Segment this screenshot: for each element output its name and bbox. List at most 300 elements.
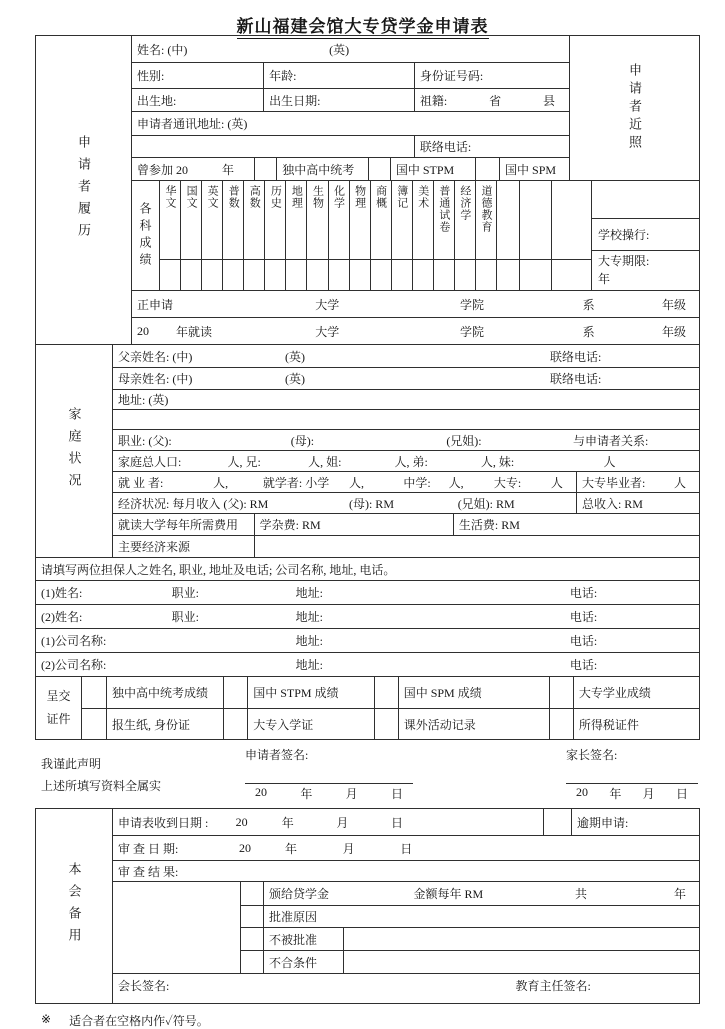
not-qualified-label: 不合条件: [269, 955, 318, 970]
company2-row: [36, 652, 699, 676]
guarantor1-phone-label: 电话:: [569, 586, 598, 600]
guarantor1-occupation-label: 职业:: [171, 586, 199, 600]
school-conduct-label: 学校操行:: [598, 227, 650, 242]
overdue-field[interactable]: [571, 809, 699, 835]
subject-header: [392, 181, 412, 260]
college-result-cell: [573, 677, 699, 708]
subject-header: [244, 181, 264, 260]
applicant-signature-date: [245, 784, 413, 802]
documents-label-text: 呈交证件: [46, 689, 71, 726]
not-qualified-cell: [263, 951, 343, 973]
county-label: 县: [542, 93, 555, 108]
company2-phone-label: 电话:: [569, 658, 598, 672]
subject-score-cell[interactable]: [265, 260, 285, 290]
footnote-marker: ※: [41, 1012, 52, 1026]
review-date-row: [113, 835, 699, 860]
subject-score-cell[interactable]: [552, 260, 591, 290]
subject-header: [371, 181, 391, 260]
date-year-unit: 年: [609, 787, 622, 801]
birth-cert-cell: [106, 709, 223, 739]
conduct-empty-cell[interactable]: [592, 181, 699, 218]
tax-doc-label: 所得税证件: [578, 717, 639, 732]
officials-signature-row: [113, 973, 699, 1003]
studying-row: [132, 317, 699, 344]
company2-address-label: 地址:: [295, 658, 323, 672]
declaration-line2: 上述所填写资料全属实: [41, 778, 162, 793]
mailing-address-field[interactable]: [132, 112, 569, 135]
overdue-checkbox-cell[interactable]: [543, 809, 571, 835]
college-duration-unit: 年: [598, 271, 611, 286]
father-row: [113, 345, 699, 367]
college-result-checkbox-cell[interactable]: [549, 677, 573, 708]
tuition-fee-field[interactable]: [254, 514, 453, 535]
occupation-row: [113, 429, 699, 450]
application-form: [35, 35, 700, 1004]
ic-number-label: 身份证号码:: [419, 69, 484, 83]
fees-title-cell: [113, 514, 254, 535]
family-address-continuation-row: [113, 409, 699, 429]
subject-col-general-paper: [433, 181, 454, 290]
guarantor1-name-label: (1)姓名:: [41, 586, 83, 600]
subject-col-chinese: [159, 181, 180, 290]
graduate-label: 大专毕业者:: [581, 475, 646, 490]
studying-label: 年就读: [175, 324, 212, 339]
received-date-row: [113, 809, 699, 835]
applying-grade-label: 年级: [661, 297, 686, 312]
studying-college-label: 学院: [460, 324, 485, 339]
gender-label: 性别:: [137, 69, 165, 83]
grant-label: 颁给贷学金: [269, 886, 330, 901]
footnote: [41, 1012, 725, 1029]
guarantor2-phone-label: 电话:: [569, 610, 598, 624]
mother-phone-label: 联络电话:: [549, 372, 602, 386]
graduate-field[interactable]: [576, 472, 699, 492]
income-source-row: [113, 535, 699, 557]
mailing-address-row: [132, 111, 569, 135]
subject-header: [286, 181, 306, 260]
subject-col-bookkeeping: [391, 181, 412, 290]
spm-result-cell: [398, 677, 549, 708]
subject-label: 历史: [269, 185, 282, 209]
household-brother-label: 人, 兄:: [227, 454, 261, 469]
company1-address-label: 地址:: [295, 634, 323, 648]
parent-signature-date: [566, 784, 698, 802]
form-title: 新山福建会馆大专贷学金申请表: [237, 12, 489, 39]
tax-doc-checkbox-cell[interactable]: [549, 709, 573, 739]
applicant-signature-label: 申请者签名:: [245, 748, 309, 762]
exam-uec-label: 独中高中统考: [282, 162, 355, 177]
exam-row: [132, 157, 569, 180]
subject-label: 生物: [311, 185, 324, 209]
not-approved-checkbox-cell[interactable]: [241, 928, 263, 950]
subject-label: 商概: [374, 185, 387, 209]
footnote-text: 适合者在空格内作✓符号。: [69, 1014, 209, 1028]
subject-label: 化学: [332, 185, 345, 209]
subject-score-cell[interactable]: [392, 260, 412, 290]
college-duration-label: 大专期限:: [598, 254, 650, 269]
subject-score-cell[interactable]: [413, 260, 433, 290]
company1-field[interactable]: [36, 629, 699, 652]
spm-result-checkbox-cell[interactable]: [374, 677, 398, 708]
subject-score-cell[interactable]: [476, 260, 496, 290]
exam-spm-cell: [499, 158, 569, 180]
studying-year: 20: [137, 323, 149, 338]
subject-score-cell[interactable]: [434, 260, 454, 290]
school-conduct-field[interactable]: [592, 218, 699, 251]
employment-row: [113, 471, 699, 492]
father-phone-label: 联络电话:: [549, 349, 602, 364]
total-income-field[interactable]: [576, 493, 699, 513]
not-qualified-checkbox-cell[interactable]: [241, 951, 263, 973]
date-day-unit: 日: [675, 787, 688, 801]
grant-row: [241, 882, 699, 905]
approve-reason-field[interactable]: [263, 906, 699, 928]
grant-checkbox-cell[interactable]: [241, 882, 263, 905]
occupation-father-label: 职业: (父):: [118, 433, 172, 448]
guarantor2-address-label: 地址:: [295, 610, 323, 624]
contact-phone-field[interactable]: [414, 136, 569, 157]
subject-label: 普通试卷: [437, 185, 450, 233]
company1-name-label: (1)公司名称:: [41, 634, 107, 648]
guarantor1-address-label: 地址:: [295, 586, 323, 600]
received-year-unit: 年: [281, 815, 294, 830]
subject-col-math: [222, 181, 243, 290]
subject-label: 地理: [290, 185, 303, 209]
date-month-unit: 月: [642, 787, 655, 801]
family-address-row: [113, 389, 699, 409]
income-source-label: 主要经济来源: [118, 540, 191, 554]
subject-header: [350, 181, 370, 260]
subject-header: [202, 181, 222, 260]
subject-header: [329, 181, 349, 260]
secondary-label: 中学:: [403, 475, 431, 490]
not-qualified-detail-field[interactable]: [343, 951, 699, 973]
subject-col-commerce: [370, 181, 391, 290]
received-month-unit: 月: [336, 815, 349, 830]
gender-age-ic-row: [132, 62, 569, 88]
subject-col-english: [201, 181, 222, 290]
family-address-field[interactable]: [113, 390, 699, 409]
subject-col-extra: [519, 181, 551, 290]
subject-header: [160, 181, 180, 260]
subject-header: [455, 181, 475, 260]
stpm-checkbox-cell[interactable]: [368, 158, 390, 180]
applying-department-label: 系: [582, 297, 595, 312]
birthdate-label: 出生日期:: [269, 93, 321, 108]
subject-label: 簿记: [395, 185, 408, 209]
mother-name-field[interactable]: [113, 368, 699, 389]
activity-record-cell: [398, 709, 549, 739]
subject-score-cell[interactable]: [455, 260, 475, 290]
applying-college-label: 学院: [460, 297, 485, 312]
ancestry-label: 祖籍:: [419, 93, 448, 108]
received-day-unit: 日: [390, 815, 403, 830]
birth-cert-checkbox-cell[interactable]: [82, 709, 106, 739]
activity-record-label: 课外活动记录: [403, 717, 476, 732]
income-source-title-cell: [113, 536, 254, 557]
subject-header: [181, 181, 201, 260]
age-label: 年龄:: [269, 69, 297, 83]
spm-checkbox-cell[interactable]: [475, 158, 499, 180]
section-family: [35, 344, 700, 558]
tax-doc-cell: [573, 709, 699, 739]
approve-reason-checkbox-cell[interactable]: [241, 906, 263, 928]
occupation-sibling-label: (兄姐):: [446, 433, 482, 448]
tuition-fee-label: 学杂费: RM: [259, 518, 321, 532]
subject-label: 普数: [227, 185, 240, 209]
not-approved-cell: [263, 928, 343, 950]
subject-score-cell[interactable]: [307, 260, 327, 290]
uec-result-checkbox-cell[interactable]: [82, 677, 106, 708]
admission-label: 大专入学证: [253, 717, 314, 732]
review-result-row: [113, 860, 699, 881]
subject-header-blank[interactable]: [520, 181, 551, 260]
fees-title-label: 就读大学每年所需费用: [118, 518, 239, 532]
subject-header: [434, 181, 454, 260]
guarantor1-field[interactable]: [36, 581, 699, 604]
mother-row: [113, 367, 699, 389]
applicant-signature-block[interactable]: [245, 746, 413, 802]
date-year-unit: 年: [300, 787, 313, 801]
guarantor-note-row: [36, 558, 699, 580]
subject-label: 英文: [206, 185, 219, 209]
applying-field[interactable]: [132, 291, 699, 317]
household-total-label: 家庭总人口:: [118, 454, 182, 469]
subjects-grid: [132, 180, 699, 290]
subject-score-cell[interactable]: [286, 260, 306, 290]
subject-header: [223, 181, 243, 260]
applying-row: [132, 290, 699, 317]
father-en-label: (英): [285, 349, 306, 364]
applicant-profile-label-text: 申请者履历: [76, 135, 91, 245]
relationship-label: 与申请者关系:: [573, 433, 649, 448]
name-field[interactable]: [132, 36, 569, 62]
grant-field[interactable]: [263, 882, 699, 905]
decision-empty-cell[interactable]: [113, 882, 241, 973]
photo-box: [569, 36, 699, 180]
college-count-unit: 人: [550, 475, 563, 490]
contact-phone-label: 联络电话:: [419, 140, 472, 154]
subject-col-physics: [349, 181, 370, 290]
guarantor2-occupation-label: 职业:: [171, 610, 199, 624]
family-label-text: 家庭状况: [66, 407, 82, 495]
subject-col-biology: [306, 181, 327, 290]
exam-year-field[interactable]: [132, 158, 254, 180]
guarantor-note-cell: [36, 558, 699, 580]
family-side-label: [36, 345, 113, 557]
subject-label: 高数: [248, 185, 261, 209]
section-office-use: [35, 808, 700, 1004]
subject-col-geography: [285, 181, 306, 290]
mother-cn-label: 母亲姓名: (中): [118, 372, 193, 386]
graduate-count-unit: 人: [673, 475, 686, 490]
uec-result-cell: [106, 677, 223, 708]
occupation-field[interactable]: [113, 430, 699, 450]
guarantor2-name-label: (2)姓名:: [41, 610, 83, 624]
spm-result-label: 国中 SPM 成绩: [403, 686, 482, 700]
subject-col-extra: [496, 181, 519, 290]
household-person-unit: 人: [603, 454, 616, 469]
subject-col-chemistry: [328, 181, 349, 290]
studying-grade-label: 年级: [661, 324, 686, 339]
received-date-field[interactable]: [113, 809, 543, 835]
mailing-address-label: 申请者通讯地址: (英): [137, 117, 248, 131]
household-younger-brother-label: 人, 弟:: [394, 454, 428, 469]
subject-header: [413, 181, 433, 260]
employment-field[interactable]: [113, 472, 576, 492]
economy-field[interactable]: [113, 493, 576, 513]
date-year-value: 20: [576, 785, 588, 799]
family-address-label: 地址: (英): [118, 393, 169, 407]
name-en-label: (英): [329, 42, 350, 57]
living-cost-field[interactable]: [453, 514, 699, 535]
subject-score-cell[interactable]: [329, 260, 349, 290]
guarantor2-field[interactable]: [36, 605, 699, 628]
subject-col-addmath: [243, 181, 264, 290]
documents-row-1: [82, 677, 699, 708]
subject-score-cell[interactable]: [520, 260, 551, 290]
income-sibling-label: (兄姐): RM: [457, 496, 515, 511]
officials-signature-field[interactable]: [113, 974, 699, 1003]
subject-label: 物理: [353, 185, 366, 209]
form-header: [0, 0, 725, 35]
received-date-label: 申请表收到日期 :: [118, 815, 209, 830]
occupation-mother-label: (母):: [290, 433, 315, 448]
review-year-unit: 年: [285, 841, 298, 856]
address-continue-field[interactable]: [132, 136, 414, 157]
subject-header: [307, 181, 327, 260]
subject-score-cell[interactable]: [244, 260, 264, 290]
review-month-unit: 月: [342, 841, 355, 856]
subject-col-extra: [551, 181, 591, 290]
documents-side-label: [36, 677, 82, 739]
birth-cert-label: 报生纸, 身份证: [112, 717, 191, 732]
declaration-line1: 我谨此声明: [41, 756, 102, 771]
subject-label: 道德教育: [479, 185, 492, 233]
name-cn-label: 姓名: (中): [137, 42, 188, 57]
photo-label: 申请者近照: [627, 63, 642, 153]
province-label: 省: [489, 93, 502, 108]
grant-year-unit: 年: [673, 886, 686, 901]
date-month-unit: 月: [345, 787, 358, 801]
subject-score-cell[interactable]: [160, 260, 180, 290]
company1-phone-label: 电话:: [569, 634, 598, 648]
age-field[interactable]: [263, 63, 414, 88]
ic-number-field[interactable]: [414, 63, 569, 88]
not-approved-detail-field[interactable]: [343, 928, 699, 950]
not-approved-label: 不被批准: [269, 932, 318, 947]
admission-cell: [247, 709, 373, 739]
stpm-result-checkbox-cell[interactable]: [223, 677, 247, 708]
review-result-label: 审 查 结 果:: [118, 864, 179, 879]
applicant-identity-rows: [132, 36, 569, 180]
parent-signature-block[interactable]: [566, 746, 698, 802]
household-row: [113, 450, 699, 471]
subject-score-cell[interactable]: [181, 260, 201, 290]
subject-header-blank[interactable]: [552, 181, 591, 260]
exam-uec-cell: [276, 158, 368, 180]
subject-score-cell[interactable]: [371, 260, 391, 290]
guarantor2-row: [36, 604, 699, 628]
office-label-text: 本会备用: [66, 862, 82, 950]
section-applicant-profile: [35, 35, 700, 345]
scores-label-text: 各科成绩: [138, 201, 152, 270]
subject-score-cell[interactable]: [497, 260, 519, 290]
exam-stpm-label: 国中 STPM: [395, 162, 455, 177]
uec-checkbox-cell[interactable]: [254, 158, 276, 180]
company1-row: [36, 628, 699, 652]
exam-stpm-cell: [390, 158, 475, 180]
income-source-field[interactable]: [254, 536, 699, 557]
mother-en-label: (英): [285, 372, 306, 386]
company2-name-label: (2)公司名称:: [41, 658, 107, 672]
subject-label: 华文: [164, 185, 177, 209]
subject-label: 国文: [185, 185, 198, 209]
stpm-result-label: 国中 STPM 成绩: [253, 686, 339, 700]
overdue-label: 逾期申请:: [577, 815, 629, 830]
grant-amount-label: 金额每年 RM: [413, 886, 484, 901]
birth-row: [132, 88, 569, 111]
scores-side-label: [132, 181, 159, 290]
subject-col-art: [412, 181, 433, 290]
studying-field[interactable]: [132, 318, 699, 344]
activity-record-checkbox-cell[interactable]: [374, 709, 398, 739]
subject-score-cell[interactable]: [350, 260, 370, 290]
applying-university-label: 大学: [315, 297, 340, 312]
review-day-unit: 日: [400, 841, 413, 856]
father-cn-label: 父亲姓名: (中): [118, 349, 193, 364]
applying-label: 正申请: [137, 297, 174, 312]
gender-field[interactable]: [132, 63, 263, 88]
review-date-label: 审 查 日 期:: [118, 841, 179, 856]
office-side-label: [36, 809, 113, 1003]
date-year-value: 20: [255, 785, 267, 799]
birthdate-field[interactable]: [263, 89, 414, 111]
guarantor-note-text: 请填写两位担保人之姓名, 职业, 地址及电话; 公司名称, 地址, 电话。: [41, 562, 396, 577]
living-cost-label: 生活费: RM: [458, 518, 520, 532]
applicant-top-block: [132, 36, 699, 180]
college-duration-field[interactable]: [592, 250, 699, 290]
birthplace-field[interactable]: [132, 89, 263, 111]
ancestry-field[interactable]: [414, 89, 569, 111]
subject-score-cell[interactable]: [223, 260, 243, 290]
contact-phone-row: [132, 135, 569, 157]
subject-score-cell[interactable]: [202, 260, 222, 290]
not-qualified-row: [241, 950, 699, 973]
subject-col-history: [264, 181, 285, 290]
subject-header-blank[interactable]: [497, 181, 519, 260]
household-sister-label: 人, 姐:: [308, 454, 342, 469]
parent-signature-label: 家长签名:: [566, 748, 618, 762]
review-date-field[interactable]: [113, 836, 699, 860]
review-result-field[interactable]: [113, 861, 699, 881]
name-row: [132, 36, 569, 62]
household-field[interactable]: [113, 451, 699, 471]
admission-checkbox-cell[interactable]: [223, 709, 247, 739]
decision-block: [113, 881, 699, 973]
studying-university-label: 大学: [315, 324, 340, 339]
birthplace-label: 出生地:: [137, 93, 177, 108]
subject-label: 经济学: [458, 185, 471, 221]
date-day-unit: 日: [390, 787, 403, 801]
family-address-continuation-field[interactable]: [113, 410, 699, 429]
father-name-field[interactable]: [113, 345, 699, 367]
subject-col-malay: [180, 181, 201, 290]
section-guarantors: [35, 557, 700, 677]
section-documents: [35, 676, 700, 740]
review-year-value: 20: [238, 840, 251, 855]
company2-field[interactable]: [36, 653, 699, 676]
